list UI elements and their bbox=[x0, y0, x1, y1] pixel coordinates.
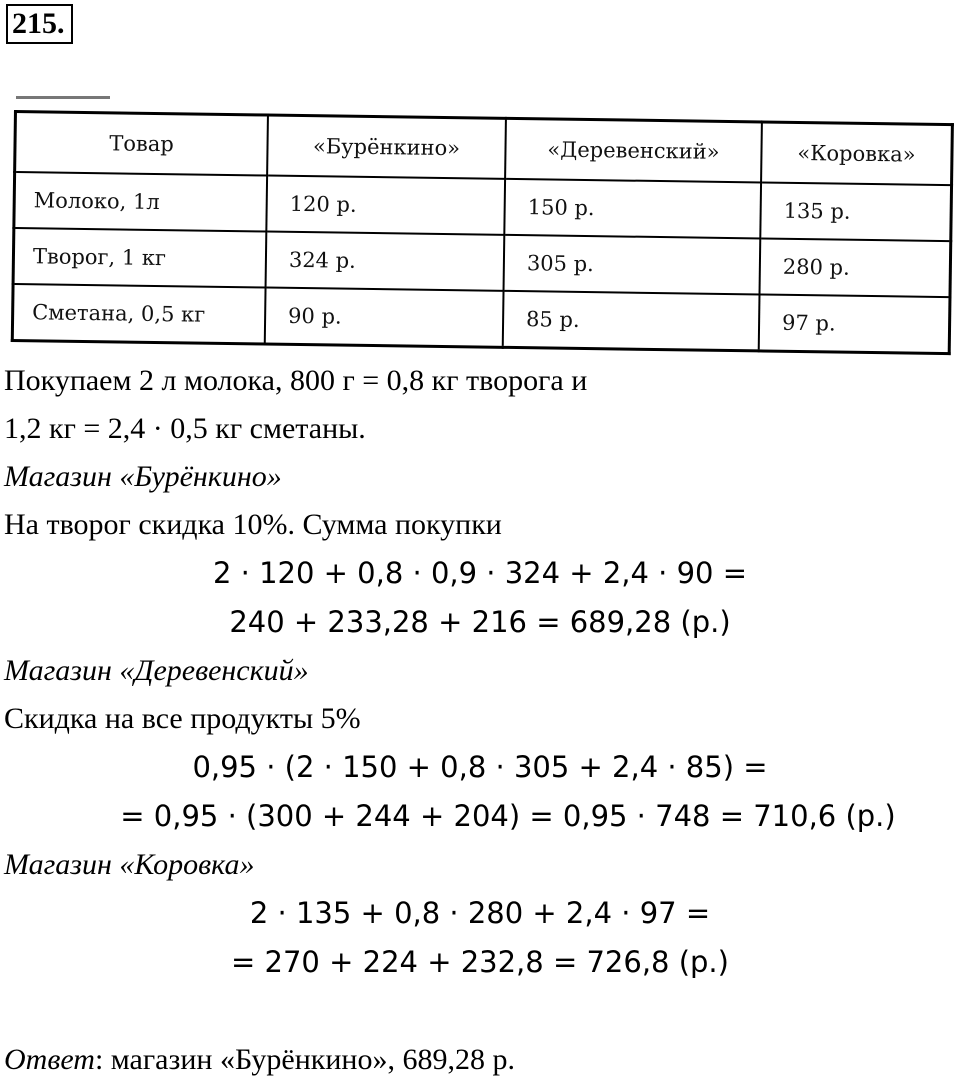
row-label-sour-cream: Сметана, 0,5 кг bbox=[12, 284, 265, 344]
formula-buryonkino-2: 240 + 233,28 + 216 = 689,28 (р.) bbox=[229, 605, 731, 639]
row-label-cottage-cheese: Творог, 1 кг bbox=[13, 228, 266, 287]
table-cell: 97 р. bbox=[759, 294, 950, 353]
formula-derevenskiy-1: 0,95 · (2 · 150 + 0,8 · 305 + 2,4 · 85) = bbox=[192, 750, 768, 784]
scan-artifact bbox=[16, 96, 110, 99]
discount-note-derevenskiy: Скидка на все продукты 5% bbox=[4, 702, 361, 735]
table-cell: 305 р. bbox=[504, 235, 761, 295]
header-product: Товар bbox=[15, 112, 268, 176]
discount-note-buryonkino: На творог скидка 10%. Сумма покупки bbox=[4, 508, 502, 541]
store-heading-buryonkino: Магазин «Бурёнкино» bbox=[4, 460, 282, 493]
intro-line-2: 1,2 кг = 2,4 · 0,5 кг сметаны. bbox=[4, 412, 366, 445]
table-cell: 120 р. bbox=[266, 176, 505, 235]
answer-text: : магазин «Бурёнкино», 689,28 р. bbox=[94, 1043, 515, 1076]
answer-label: Ответ bbox=[4, 1043, 95, 1076]
formula-buryonkino-1: 2 · 120 + 0,8 · 0,9 · 324 + 2,4 · 90 = bbox=[212, 556, 748, 590]
table-row bbox=[12, 284, 950, 354]
formula-derevenskiy-2: = 0,95 · (300 + 244 + 204) = 0,95 · 748 = 710,6 (р.) bbox=[120, 799, 896, 833]
answer-line bbox=[4, 1042, 515, 1078]
table-cell: 135 р. bbox=[760, 183, 951, 242]
table-cell: 280 р. bbox=[759, 238, 950, 297]
table-cell: 324 р. bbox=[266, 232, 505, 291]
store-heading-derevenskiy: Магазин «Деревенский» bbox=[4, 654, 309, 687]
formula-korovka-2: = 270 + 224 + 232,8 = 726,8 (р.) bbox=[231, 945, 729, 979]
table-cell: 150 р. bbox=[504, 179, 761, 239]
table-cell: 90 р. bbox=[265, 288, 504, 348]
header-store-derevenskiy: «Деревенский» bbox=[505, 118, 762, 182]
intro-line-1: Покупаем 2 л молока, 800 г = 0,8 кг творога и bbox=[4, 364, 588, 397]
header-store-buryonkino: «Бурёнкино» bbox=[267, 115, 506, 179]
table-cell: 85 р. bbox=[503, 291, 760, 351]
row-label-milk: Молоко, 1л bbox=[14, 172, 267, 231]
header-store-korovka: «Коровка» bbox=[761, 122, 952, 185]
price-table bbox=[11, 110, 954, 355]
problem-number: 215. bbox=[6, 4, 73, 44]
formula-korovka-1: 2 · 135 + 0,8 · 280 + 2,4 · 97 = bbox=[249, 896, 711, 930]
store-heading-korovka: Магазин «Коровка» bbox=[4, 848, 255, 881]
